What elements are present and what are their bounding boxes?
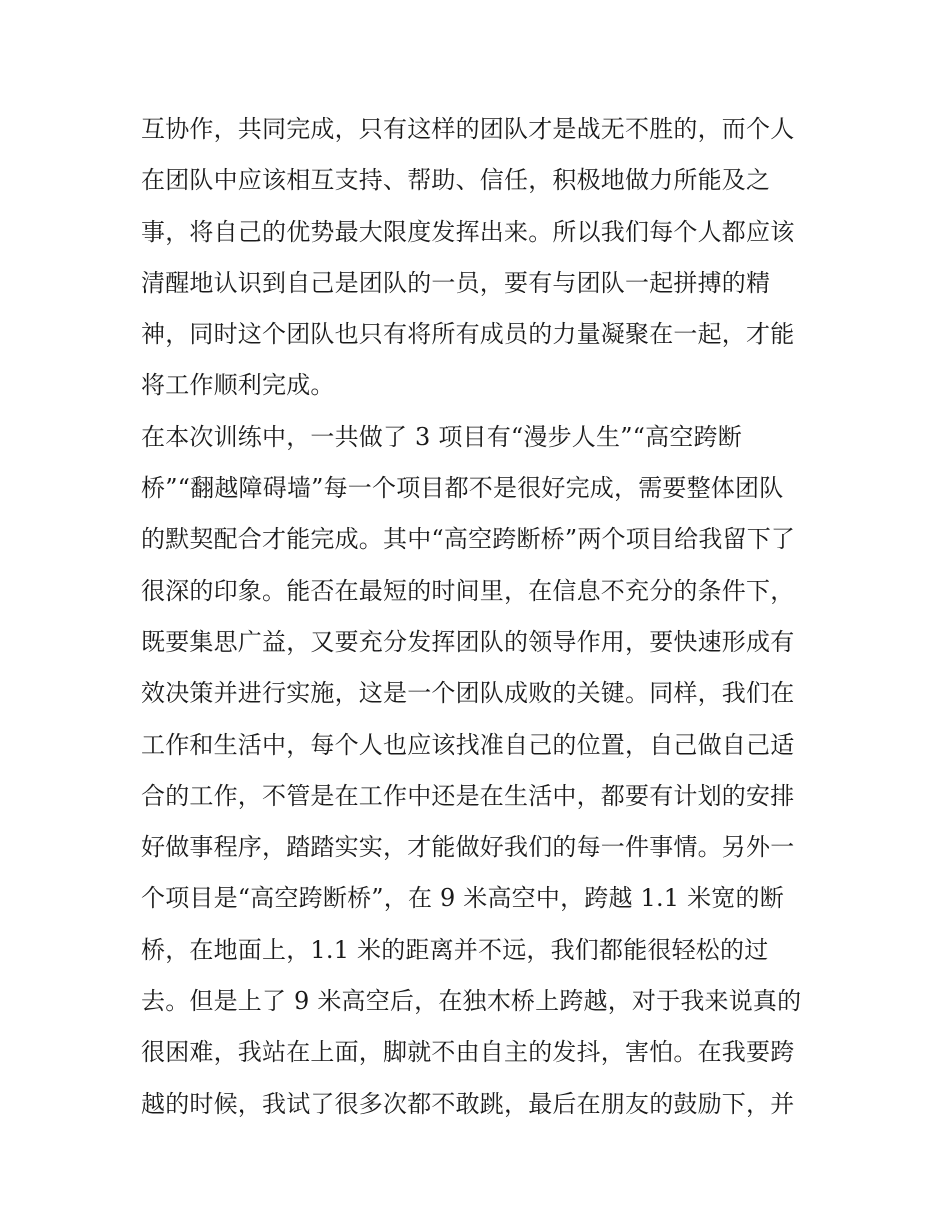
text-line: 将工作顺利完成。 (141, 371, 335, 400)
text-line: 个项目是“高空跨断桥”，在 9 米高空中，跨越 1.1 米宽的断 (141, 884, 784, 913)
body-text (141, 104, 821, 1130)
text-line: 效决策并进行实施，这是一个团队成败的关键。同样，我们在 (141, 679, 795, 708)
text-line: 很深的印象。能否在最短的时间里，在信息不充分的条件下， (141, 576, 795, 605)
text-line: 神，同时这个团队也只有将所有成员的力量凝聚在一起，才能 (141, 320, 795, 349)
text-line: 很困难，我站在上面，脚就不由自主的发抖，害怕。在我要跨 (141, 1038, 795, 1067)
text-line: 去。但是上了 9 米高空后，在独木桥上跨越，对于我来说真的 (141, 987, 802, 1016)
text-line: 互协作，共同完成，只有这样的团队才是战无不胜的，而个人 (141, 115, 795, 143)
text-line: 桥”“翻越障碍墙”每一个项目都不是很好完成，需要整体团队 (141, 474, 784, 503)
text-line: 在团队中应该相互支持、帮助、信任，积极地做力所能及之 (141, 166, 771, 195)
text-line: 的默契配合才能完成。其中“高空跨断桥”两个项目给我留下了 (141, 525, 796, 554)
text-line: 事，将自己的优势最大限度发挥出来。所以我们每个人都应该 (141, 217, 795, 246)
text-line: 桥，在地面上，1.1 米的距离并不远，我们都能很轻松的过 (141, 935, 769, 964)
text-line: 在本次训练中，一共做了 3 项目有“漫步人生”“高空跨断 (141, 422, 742, 451)
text-line: 越的时候，我试了很多次都不敢跳，最后在朋友的鼓励下，并 (141, 1089, 795, 1118)
text-line: 合的工作，不管是在工作中还是在生活中，都要有计划的安排 (141, 781, 795, 810)
text-line: 既要集思广益，又要充分发挥团队的领导作用，要快速形成有 (141, 627, 795, 656)
text-line: 好做事程序，踏踏实实，才能做好我们的每一件事情。另外一 (141, 833, 795, 862)
text-line: 清醒地认识到自己是团队的一员，要有与团队一起拼搏的精 (141, 268, 771, 297)
text-line: 工作和生活中，每个人也应该找准自己的位置，自己做自己适 (141, 730, 795, 759)
